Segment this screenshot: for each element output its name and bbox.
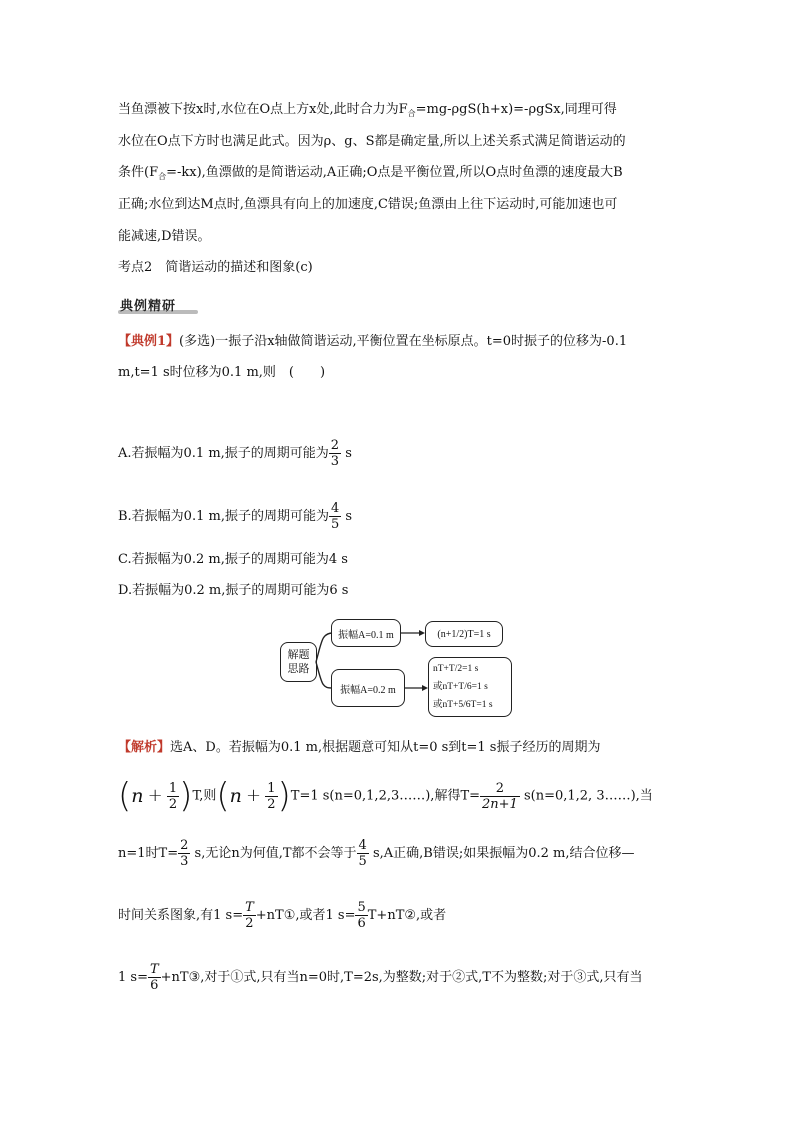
analysis-line: (n + $\frac{1}{2}$ )T,则(n + $\frac{1}{2}$ )T=1 s(n=0,1,2,3……),解得T= $\frac{2}{2n+1}$ s(n=0,1,2, 3……),当 [118,776,653,816]
analysis-tag: 【解析】 [118,740,171,755]
fraction: $\frac{T}{2}$ [245,900,254,931]
analysis-line: 1 s= $\frac{T}{6}$ +nT③,对于①式,只有当n=0时,T=2s,为整数;对于②式,T不为整数;对于③式,只有当 [118,962,643,993]
diagram-result-2: nT+T/2=1 s 或nT+T/6=1 s 或nT+5/6T=1 s [428,657,512,717]
diagram-branch-amplitude-02: 振幅A=0.2 m [331,669,405,707]
diagram-root: 解题 思路 [280,642,317,682]
connector-upper [316,633,332,662]
badge-label: 典例精研 [120,299,177,314]
example-tag: 【典例1】 [118,334,180,349]
fraction: $\frac{2}{2n+1}$ [482,780,518,812]
paragraph-line: 正确;水位到达M点时,鱼漂具有向上的加速度,C错误;鱼漂由上往下运动时,可能加速也可 [118,197,618,212]
connector-lower [316,662,332,688]
diagram-branch-amplitude-01: 振幅A=0.1 m [331,619,401,647]
fraction: $\frac{T}{6}$ [149,962,159,993]
example-line: m,t=1 s时位移为0.1 m,则 ( ) [118,365,326,380]
section-heading: 考点2 简谐运动的描述和图象(c) [118,260,313,275]
paragraph-line: 当鱼漂被下按x时,水位在O点上方x处,此时合力为$F_合=mg-\rho gS(h+x)=$-ρgSx,同理可得 [118,102,617,118]
analysis-line: 【解析】选A、D。若振幅为0.1 m,根据题意可知从t=0 s到t=1 s振子经历的周期为 [118,740,601,755]
option-a: A.若振幅为0.1 m,振子的周期可能为 $\frac{2}{3}$ s [118,438,352,469]
fraction: $\frac{4}{5}$ [330,501,340,532]
paragraph-line: 水位在O点下方时也满足此式。因为ρ、g、S都是确定量,所以上述关系式满足简谐运动的 [118,134,626,149]
option-d: D.若振幅为0.2 m,振子的周期可能为6 s [118,583,349,598]
fraction: $\frac{2}{3}$ [180,838,189,869]
fraction: $\frac{4}{5}$ [358,838,367,869]
analysis-line: n=1时T= $\frac{2}{3}$ s,无论n为何值,T都不会等于 $\frac{4}{5}$ s,A正确,B错误;如果振幅为0.2 m,结合位移— [118,838,635,869]
paragraph-line: 能减速,D错误。 [118,229,211,244]
analysis-line: 时间关系图象,有1 s= $\frac{T}{2}$ +nT①,或者1 s= $\frac{5}{6}$ T+nT②,或者 [118,900,447,931]
paragraph-line: 条件$(F_合=-kx)$,鱼漂做的是简谐运动,A正确;O点是平衡位置,所以O点时鱼漂的速度最大B [118,165,623,181]
option-b: B.若振幅为0.1 m,振子的周期可能为 $\frac{4}{5}$ s [118,501,353,532]
option-c: C.若振幅为0.2 m,振子的周期可能为4 s [118,552,348,567]
fraction: $\frac{1}{2}$ [168,780,178,812]
fraction: $\frac{1}{2}$ [267,780,276,812]
example-line: 【典例1】(多选)一振子沿x轴做简谐运动,平衡位置在坐标原点。t=0时振子的位移为-0.1 [118,334,628,349]
fraction: $\frac{2}{3}$ [330,438,340,469]
fraction: $\frac{5}{6}$ [357,900,366,931]
diagram-result-1: (n+1/2)T=1 s [425,621,503,647]
